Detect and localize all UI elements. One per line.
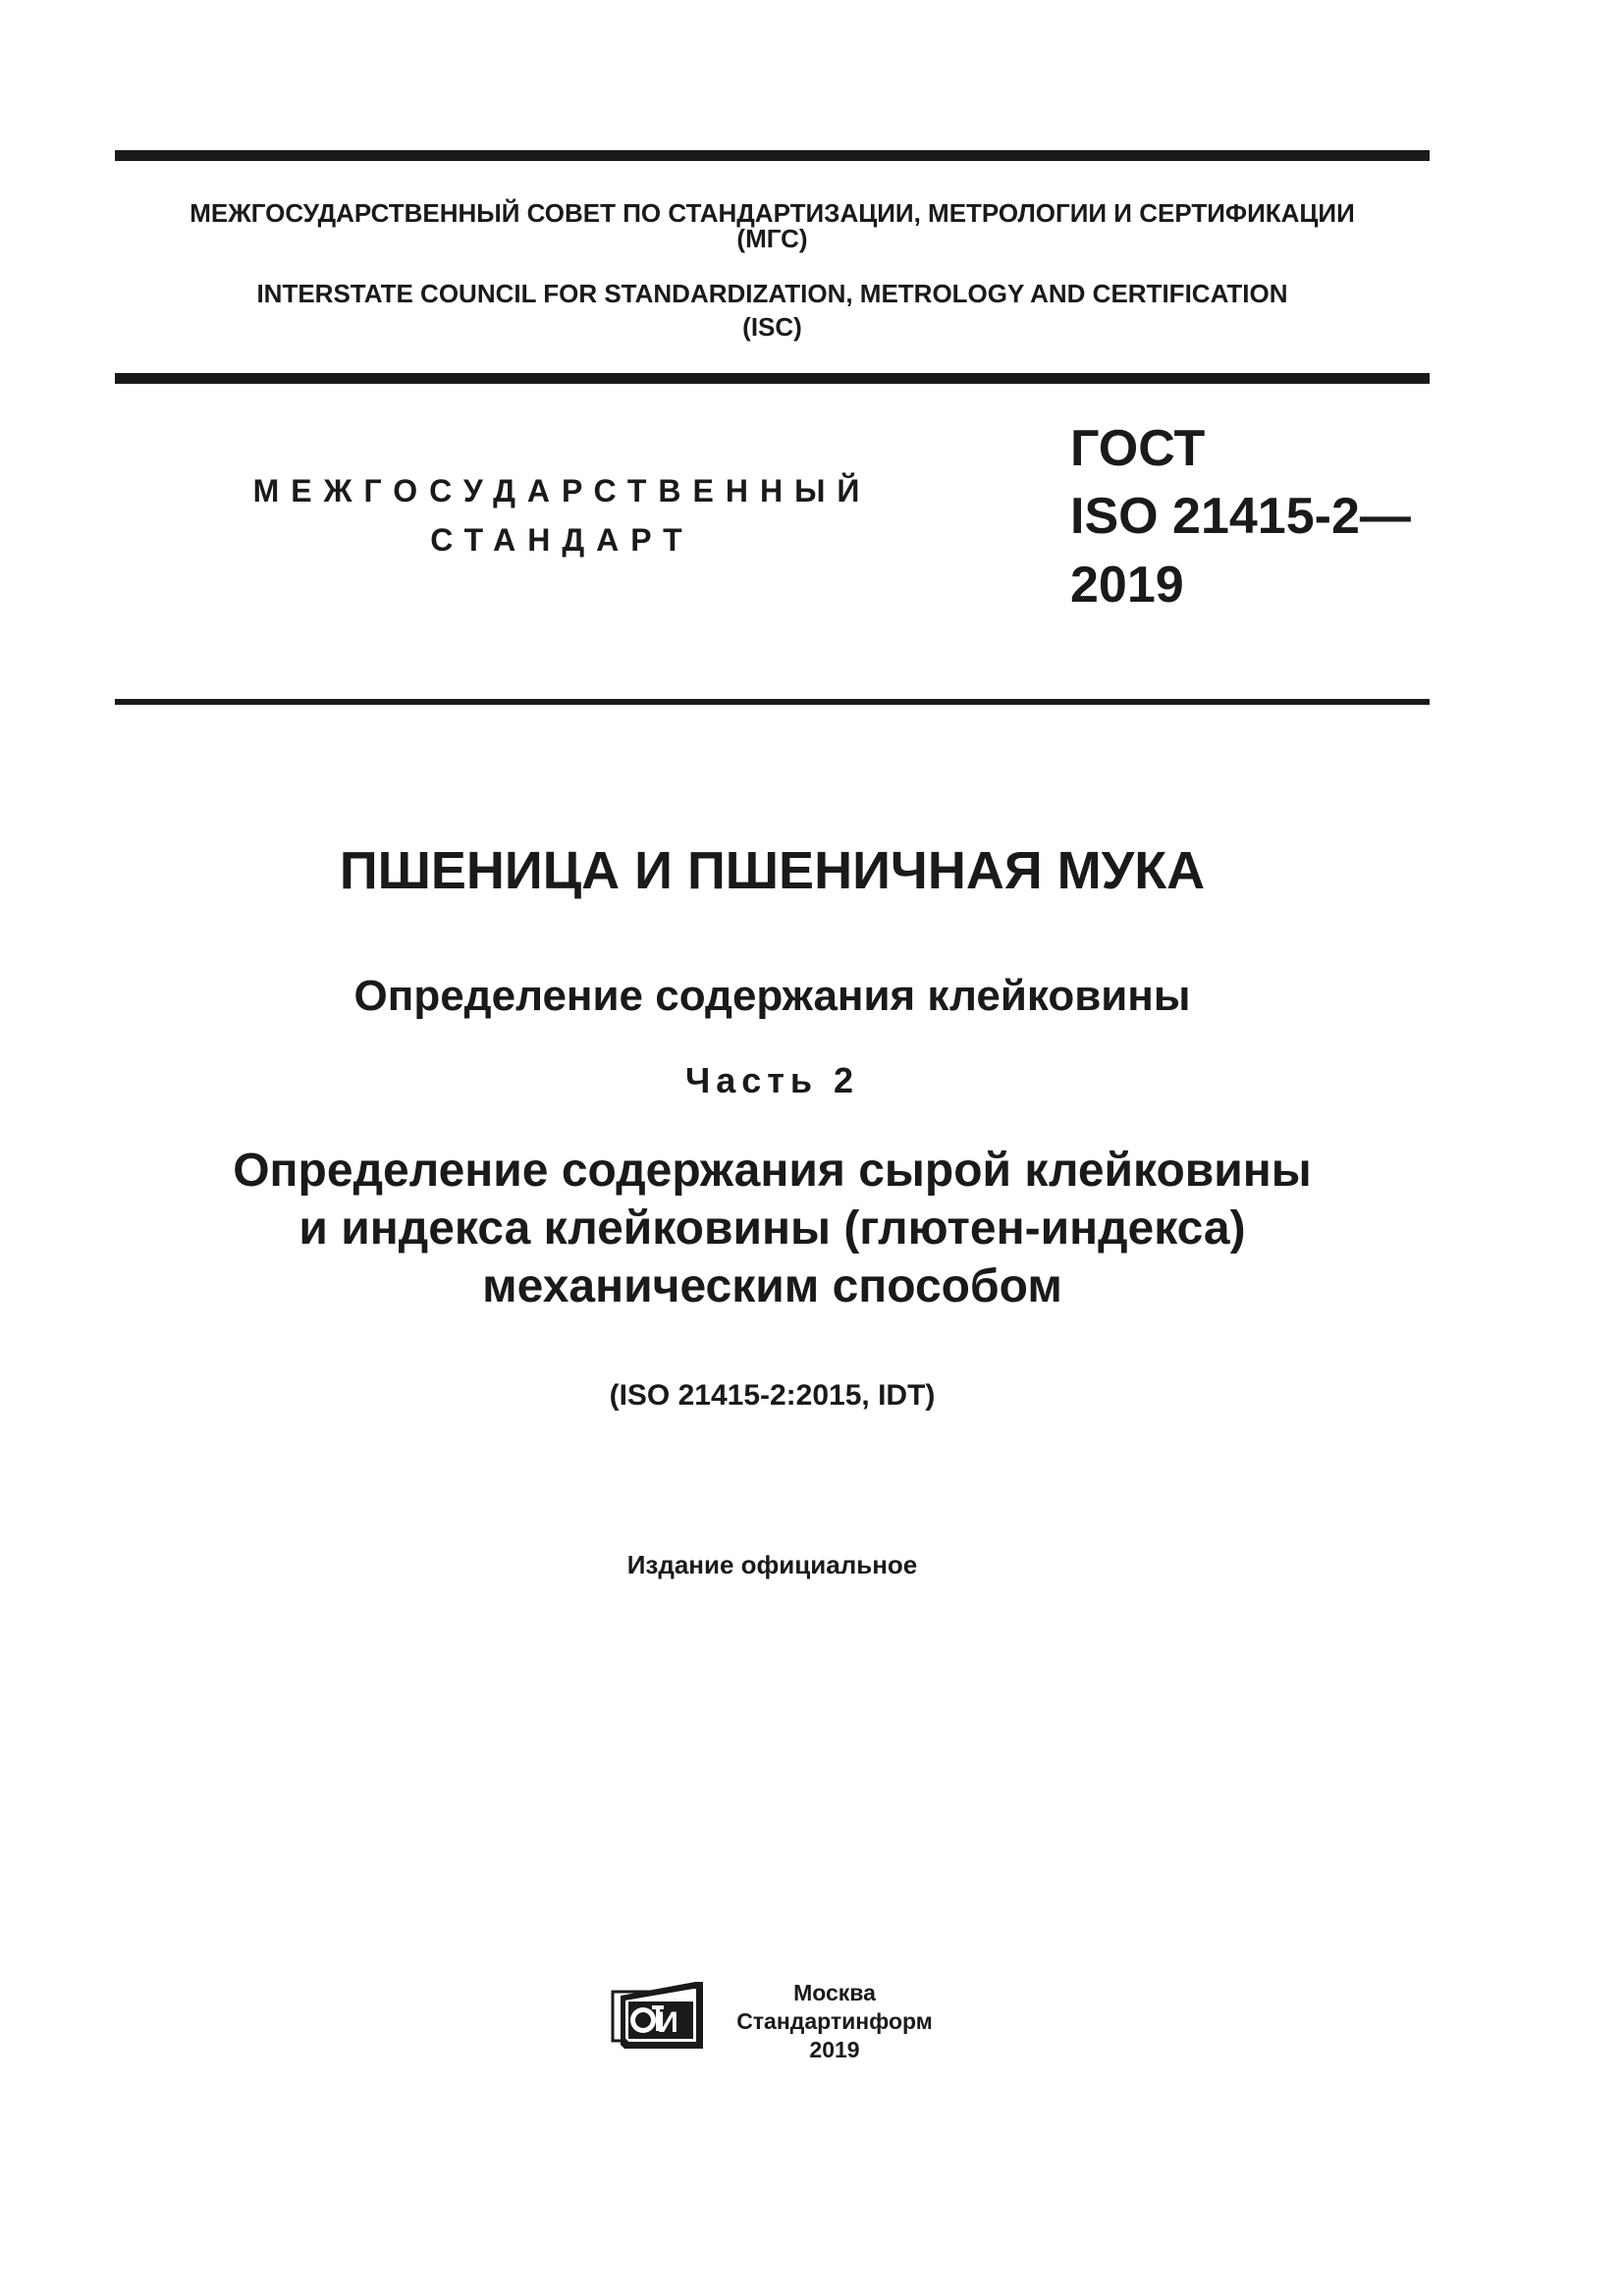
part-title-line1: Определение содержания сырой клейковины — [233, 1145, 1312, 1197]
designation-divider — [115, 699, 1430, 705]
publisher-year: 2019 — [809, 2037, 860, 2062]
svg-text:И: И — [657, 2006, 678, 2039]
header-divider — [115, 373, 1430, 384]
part-title-line2: и индекса клейковины (глютен-индекса) — [298, 1202, 1246, 1255]
standard-type-line2: СТАНДАРТ — [430, 522, 694, 558]
top-divider — [115, 150, 1430, 161]
document-title: ПШЕНИЦА И ПШЕНИЧНАЯ МУКА — [339, 841, 1206, 900]
edition-note: Издание официальное — [626, 1550, 918, 1579]
part-title-line3: механическим способом — [482, 1260, 1062, 1312]
standard-type-line1: МЕЖГОСУДАРСТВЕННЫЙ — [252, 473, 872, 508]
gost-number: ISO 21415-2— — [1070, 488, 1411, 545]
council-abbr-en: (ISC) — [742, 312, 802, 342]
council-abbr-ru: (МГС) — [736, 224, 808, 253]
gost-label: ГОСТ — [1070, 420, 1206, 477]
council-name-ru: МЕЖГОСУДАРСТВЕННЫЙ СОВЕТ ПО СТАНДАРТИЗАЦИИ, МЕТРОЛОГИИ И СЕРТИФИКАЦИИ — [189, 198, 1355, 228]
part-label: Часть 2 — [684, 1060, 860, 1100]
iso-reference: (ISO 21415-2:2015, IDT) — [609, 1379, 936, 1412]
gost-year: 2019 — [1070, 557, 1184, 614]
publisher-name: Стандартинформ — [736, 2008, 933, 2034]
document-subtitle: Определение содержания клейковины — [353, 972, 1191, 1020]
standartinform-logo-icon — [611, 1980, 705, 2053]
council-name-en: INTERSTATE COUNCIL FOR STANDARDIZATION, METROLOGY AND CERTIFICATION — [256, 279, 1288, 308]
publisher-city: Москва — [793, 1980, 876, 2005]
